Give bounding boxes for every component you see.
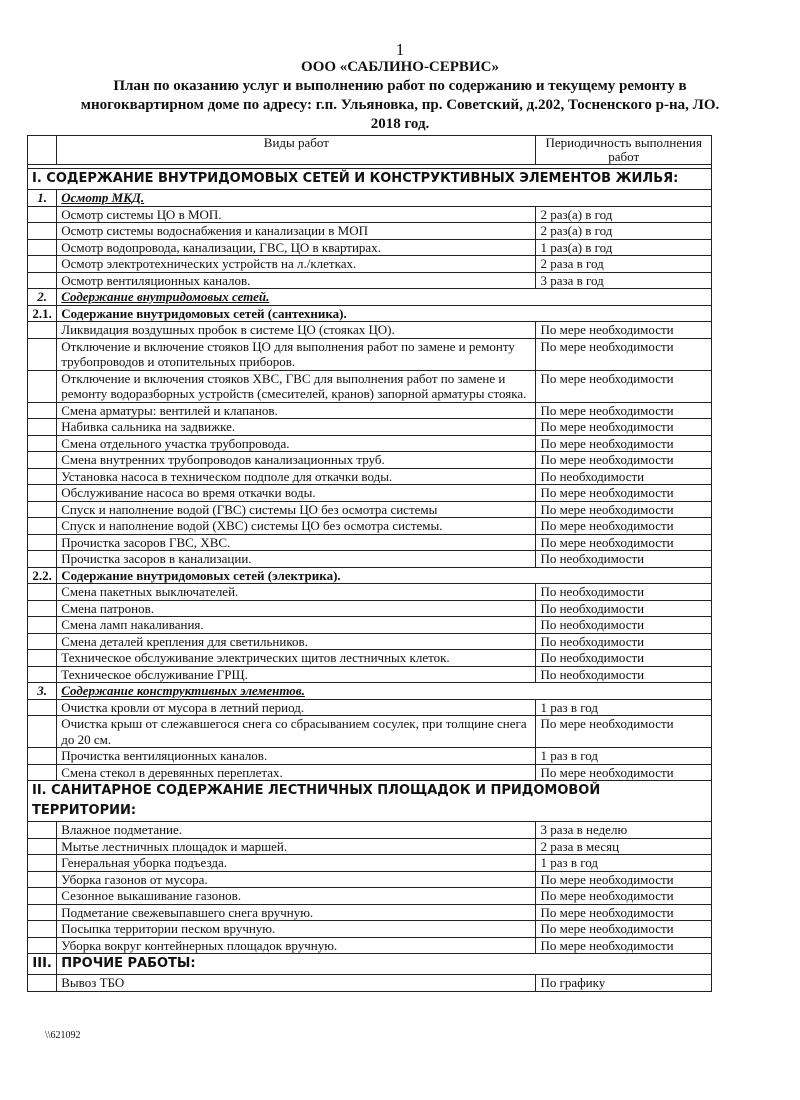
work-periodicity: По графику	[536, 975, 712, 992]
subsection-title: Осмотр МКД.	[57, 190, 712, 207]
row-number-cell	[28, 764, 57, 781]
table-row	[28, 468, 712, 485]
work-name: Прочистка засоров ГВС, ХВС.	[57, 534, 536, 551]
work-name: Мытье лестничных площадок и маршей.	[57, 838, 536, 855]
work-name: Прочистка засоров в канализации.	[57, 551, 536, 568]
work-periodicity: По мере необходимости	[536, 501, 712, 518]
subsection-title: Содержание конструктивных элементов.	[57, 683, 712, 700]
row-number-cell	[28, 838, 57, 855]
table-row	[28, 223, 712, 240]
work-name: Вывоз ТБО	[57, 975, 536, 992]
section-row	[28, 954, 712, 975]
section-title: II. САНИТАРНОЕ СОДЕРЖАНИЕ ЛЕСТНИЧНЫХ ПЛОЩАДОК И ПРИДОМОВОЙ ТЕРРИТОРИИ:	[28, 781, 712, 822]
work-name: Смена патронов.	[57, 600, 536, 617]
row-number-cell	[28, 419, 57, 436]
work-periodicity: 2 раз(а) в год	[536, 223, 712, 240]
row-number-cell	[28, 633, 57, 650]
table-row	[28, 666, 712, 683]
row-number-cell	[28, 888, 57, 905]
table-row	[28, 838, 712, 855]
table-row	[28, 584, 712, 601]
row-number-cell	[28, 452, 57, 469]
subsection-title: Содержание внутридомовых сетей.	[57, 289, 712, 306]
work-name: Генеральная уборка подъезда.	[57, 855, 536, 872]
work-periodicity: По мере необходимости	[536, 764, 712, 781]
plan-year: 2018 год.	[370, 116, 430, 132]
section-row	[28, 781, 712, 822]
page-number: 1	[395, 40, 405, 59]
table-row	[28, 419, 712, 436]
work-name: Смена внутренних трубопроводов канализационных труб.	[57, 452, 536, 469]
subsection-number: 2.1.	[28, 305, 57, 322]
work-name: Смена пакетных выключателей.	[57, 584, 536, 601]
section-row	[28, 169, 712, 190]
table-row	[28, 485, 712, 502]
work-name: Отключение и включения стояков ХВС, ГВС для выполнения работ по замене и ремонту водоразборных устройств (смесителей, кранов) запорной арматуры стояка.	[57, 370, 536, 402]
table-row	[28, 370, 712, 402]
work-periodicity: По необходимости	[536, 633, 712, 650]
table-row	[28, 239, 712, 256]
column-header-row	[28, 136, 712, 165]
work-periodicity: По мере необходимости	[536, 452, 712, 469]
work-periodicity: По необходимости	[536, 650, 712, 667]
table-row	[28, 256, 712, 273]
column-header-num	[28, 136, 57, 165]
row-number-cell	[28, 937, 57, 954]
row-number-cell	[28, 370, 57, 402]
table-row	[28, 975, 712, 992]
work-periodicity: По мере необходимости	[536, 370, 712, 402]
work-periodicity: 1 раз в год	[536, 855, 712, 872]
document-header	[40, 58, 760, 134]
work-name: Установка насоса в техническом подполе для откачки воды.	[57, 468, 536, 485]
subsection-title: Содержание внутридомовых сетей (сантехника).	[57, 305, 712, 322]
work-periodicity: По мере необходимости	[536, 888, 712, 905]
plan-title: План по оказанию услуг и выполнению работ по содержанию и текущему ремонту в	[113, 78, 687, 94]
table-row	[28, 518, 712, 535]
work-periodicity: 2 раза в месяц	[536, 838, 712, 855]
section-number: III.	[28, 954, 57, 975]
row-number-cell	[28, 617, 57, 634]
work-periodicity: По мере необходимости	[536, 904, 712, 921]
plan-address: многоквартирном доме по адресу: г.п. Ульяновка, пр. Советский, д.202, Тосненского р-на, ЛО.	[80, 97, 720, 113]
work-name: Спуск и наполнение водой (ХВС) системы ЦО без осмотра системы.	[57, 518, 536, 535]
row-number-cell	[28, 716, 57, 748]
work-name: Смена ламп накаливания.	[57, 617, 536, 634]
work-periodicity: 2 раз(а) в год	[536, 206, 712, 223]
work-name: Прочистка вентиляционных каналов.	[57, 748, 536, 765]
row-number-cell	[28, 338, 57, 370]
row-number-cell	[28, 223, 57, 240]
row-number-cell	[28, 650, 57, 667]
work-periodicity: По мере необходимости	[536, 322, 712, 339]
work-periodicity: По мере необходимости	[536, 716, 712, 748]
work-name: Посыпка территории песком вручную.	[57, 921, 536, 938]
table-row	[28, 452, 712, 469]
table-row	[28, 338, 712, 370]
row-number-cell	[28, 748, 57, 765]
work-name: Смена стекол в деревянных переплетах.	[57, 764, 536, 781]
work-periodicity: По необходимости	[536, 666, 712, 683]
table-row	[28, 888, 712, 905]
work-name: Смена деталей крепления для светильников.	[57, 633, 536, 650]
table-row	[28, 650, 712, 667]
document-code: \\621092	[45, 1030, 81, 1041]
column-header-works: Виды работ	[57, 136, 536, 165]
work-name: Уборка газонов от мусора.	[57, 871, 536, 888]
table-row	[28, 764, 712, 781]
work-name: Набивка сальника на задвижке.	[57, 419, 536, 436]
subsection-row	[28, 289, 712, 306]
work-periodicity: 1 раз(а) в год	[536, 239, 712, 256]
subsection-row	[28, 190, 712, 207]
work-periodicity: По необходимости	[536, 600, 712, 617]
subsection-title: Содержание внутридомовых сетей (электрика).	[57, 567, 712, 584]
work-name: Техническое обслуживание ГРЩ.	[57, 666, 536, 683]
work-name: Очистка крыш от слежавшегося снега со сбрасыванием сосулек, при толщине снега до 20 см.	[57, 716, 536, 748]
work-name: Спуск и наполнение водой (ГВС) системы ЦО без осмотра системы	[57, 501, 536, 518]
work-periodicity: По мере необходимости	[536, 435, 712, 452]
work-name: Осмотр электротехнических устройств на л./клетках.	[57, 256, 536, 273]
work-name: Смена арматуры: вентилей и клапанов.	[57, 402, 536, 419]
table-row	[28, 855, 712, 872]
work-name: Отключение и включение стояков ЦО для выполнения работ по замене и ремонту трубопроводов и отопительных приборов.	[57, 338, 536, 370]
work-periodicity: По мере необходимости	[536, 485, 712, 502]
work-name: Осмотр вентиляционных каналов.	[57, 272, 536, 289]
table-row	[28, 402, 712, 419]
table-row	[28, 822, 712, 839]
table-row	[28, 322, 712, 339]
subsection-number: 3.	[28, 683, 57, 700]
subsection-row	[28, 567, 712, 584]
table-row	[28, 435, 712, 452]
row-number-cell	[28, 975, 57, 992]
row-number-cell	[28, 322, 57, 339]
work-periodicity: 3 раза в год	[536, 272, 712, 289]
company-name: ООО «САБЛИНО-СЕРВИС»	[301, 59, 499, 75]
work-name: Ликвидация воздушных пробок в системе ЦО (стояках ЦО).	[57, 322, 536, 339]
row-number-cell	[28, 855, 57, 872]
work-name: Подметание свежевыпавшего снега вручную.	[57, 904, 536, 921]
table-row	[28, 904, 712, 921]
subsection-row	[28, 683, 712, 700]
work-name: Осмотр системы ЦО в МОП.	[57, 206, 536, 223]
works-table	[27, 135, 712, 992]
row-number-cell	[28, 822, 57, 839]
section-title: I. СОДЕРЖАНИЕ ВНУТРИДОМОВЫХ СЕТЕЙ И КОНСТРУКТИВНЫХ ЭЛЕМЕНТОВ ЖИЛЬЯ:	[28, 169, 712, 190]
table-row	[28, 617, 712, 634]
row-number-cell	[28, 468, 57, 485]
work-periodicity: 1 раз в год	[536, 699, 712, 716]
row-number-cell	[28, 272, 57, 289]
row-number-cell	[28, 402, 57, 419]
row-number-cell	[28, 699, 57, 716]
subsection-number: 2.	[28, 289, 57, 306]
work-name: Очистка кровли от мусора в летний период.	[57, 699, 536, 716]
table-row	[28, 921, 712, 938]
work-name: Смена отдельного участка трубопровода.	[57, 435, 536, 452]
row-number-cell	[28, 551, 57, 568]
row-number-cell	[28, 239, 57, 256]
work-name: Осмотр водопровода, канализации, ГВС, ЦО в квартирах.	[57, 239, 536, 256]
table-row	[28, 534, 712, 551]
row-number-cell	[28, 518, 57, 535]
work-periodicity: По мере необходимости	[536, 921, 712, 938]
table-row	[28, 600, 712, 617]
work-periodicity: По мере необходимости	[536, 402, 712, 419]
table-row	[28, 272, 712, 289]
work-name: Осмотр системы водоснабжения и канализации в МОП	[57, 223, 536, 240]
section-title: ПРОЧИЕ РАБОТЫ:	[57, 954, 712, 975]
column-header-periodicity: Периодичность выполнения работ	[536, 136, 712, 165]
work-periodicity: По мере необходимости	[536, 871, 712, 888]
work-periodicity: 2 раза в год	[536, 256, 712, 273]
row-number-cell	[28, 501, 57, 518]
table-row	[28, 206, 712, 223]
table-row	[28, 871, 712, 888]
work-periodicity: По мере необходимости	[536, 419, 712, 436]
work-name: Уборка вокруг контейнерных площадок вручную.	[57, 937, 536, 954]
work-periodicity: По необходимости	[536, 617, 712, 634]
work-name: Сезонное выкашивание газонов.	[57, 888, 536, 905]
table-row	[28, 937, 712, 954]
work-name: Техническое обслуживание электрических щитов лестничных клеток.	[57, 650, 536, 667]
work-periodicity: По мере необходимости	[536, 937, 712, 954]
row-number-cell	[28, 666, 57, 683]
subsection-row	[28, 305, 712, 322]
table-row	[28, 716, 712, 748]
table-row	[28, 551, 712, 568]
subsection-number: 2.2.	[28, 567, 57, 584]
row-number-cell	[28, 256, 57, 273]
row-number-cell	[28, 584, 57, 601]
table-row	[28, 748, 712, 765]
row-number-cell	[28, 206, 57, 223]
row-number-cell	[28, 435, 57, 452]
table-row	[28, 501, 712, 518]
work-periodicity: По необходимости	[536, 468, 712, 485]
work-periodicity: 3 раза в неделю	[536, 822, 712, 839]
work-name: Обслуживание насоса во время откачки воды.	[57, 485, 536, 502]
work-periodicity: По необходимости	[536, 584, 712, 601]
work-periodicity: По необходимости	[536, 551, 712, 568]
table-row	[28, 633, 712, 650]
work-periodicity: По мере необходимости	[536, 518, 712, 535]
work-periodicity: 1 раз в год	[536, 748, 712, 765]
row-number-cell	[28, 485, 57, 502]
row-number-cell	[28, 600, 57, 617]
row-number-cell	[28, 534, 57, 551]
row-number-cell	[28, 904, 57, 921]
row-number-cell	[28, 921, 57, 938]
subsection-number: 1.	[28, 190, 57, 207]
work-name: Влажное подметание.	[57, 822, 536, 839]
row-number-cell	[28, 871, 57, 888]
work-periodicity: По мере необходимости	[536, 534, 712, 551]
work-periodicity: По мере необходимости	[536, 338, 712, 370]
table-row	[28, 699, 712, 716]
